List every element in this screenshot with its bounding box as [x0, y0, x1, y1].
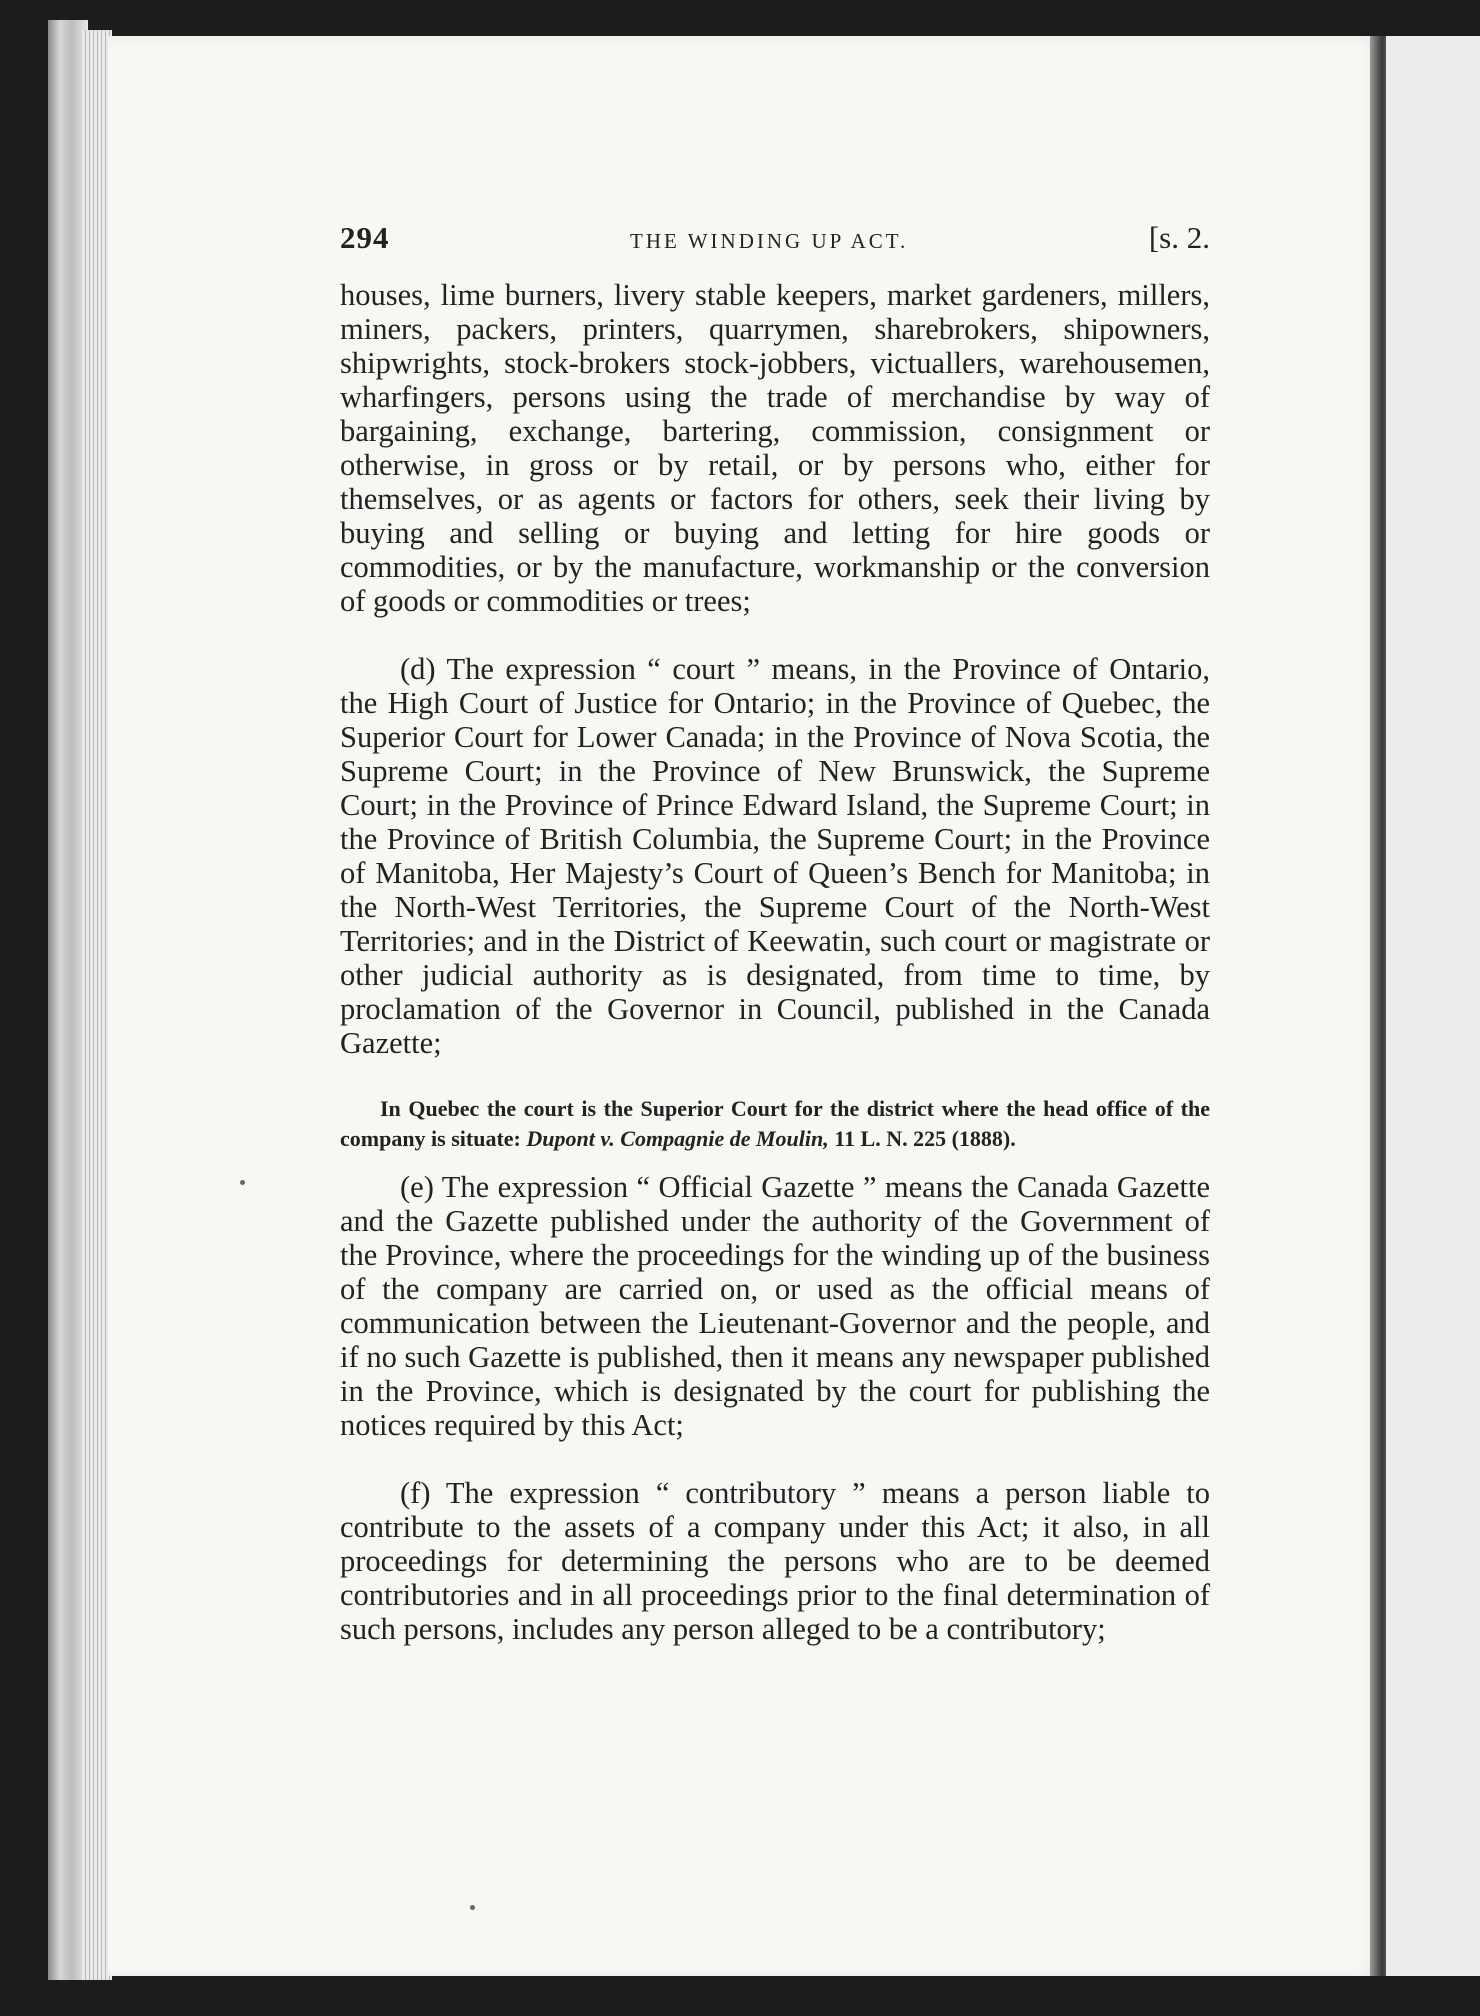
case-name: Dupont v. Compagnie de Moulin,	[526, 1126, 829, 1151]
paragraph-continuation: houses, lime burners, livery stable keepers, market gardeners, millers, miners, packers, printers, quarrymen, sharebrokers, shipowners, shipwrights, stock-brokers stock-jobbers, victuallers, warehousemen, wharfingers, persons using the trade of merchandise by way of bargaining, exchange, bartering, commission, consignment or otherwise, in gross or by retail, or by persons who, either for themselves, or as agents or factors for others, seek their living by buying and selling or buying and letting for hire goods or commodities, or by the manufacture, workmanship or the conversion of goods or commodities or trees;	[340, 278, 1210, 618]
speck-mark	[240, 1180, 245, 1185]
case-citation: 11 L. N. 225 (1888).	[828, 1126, 1016, 1151]
case-note-text: In Quebec the court is the Superior Court for the district where the head office of the company is situate:	[340, 1096, 1210, 1151]
paragraph-f-contributory: (f) The expression “ contributory ” means a person liable to contribute to the assets of a company under this Act; it also, in all proceedings for determining the persons who are to be deemed contributories and in all proceedings prior to the final determination of such persons, includes any person alleged to be a contributory;	[340, 1476, 1210, 1646]
page-number: 294	[340, 220, 390, 255]
paragraph-e-official-gazette: (e) The expression “ Official Gazette ” means the Canada Gazette and the Gazette published under the authority of the Government of the Province, where the proceedings for the winding up of the business of the company are carried on, or used as the official means of communication between the Lieutenant-Governor and the people, and if no such Gazette is published, then it means any newspaper published in the Province, which is designated by the court for publishing the notices required by this Act;	[340, 1170, 1210, 1442]
section-reference: [s. 2.	[1148, 220, 1210, 255]
facing-page	[1386, 36, 1480, 1976]
case-note	[340, 1094, 1210, 1154]
running-head: THE WINDING UP ACT.	[630, 229, 909, 253]
page-content	[340, 220, 1210, 1680]
speck-mark	[470, 1905, 475, 1910]
page-header	[340, 220, 1210, 256]
paragraph-d-court: (d) The expression “ court ” means, in the Province of Ontario, the High Court of Justice for Ontario; in the Province of Quebec, the Superior Court for Lower Canada; in the Province of Nova Scotia, the Supreme Court; in the Province of New Brunswick, the Supreme Court; in the Province of Prince Edward Island, the Supreme Court; in the Province of British Columbia, the Supreme Court; in the Province of Manitoba, Her Majesty’s Court of Queen’s Bench for Manitoba; in the North-West Territories, the Supreme Court of the North-West Territories; and in the District of Keewatin, such court or magistrate or other judicial authority as is designated, from time to time, by proclamation of the Governor in Council, published in the Canada Gazette;	[340, 652, 1210, 1060]
